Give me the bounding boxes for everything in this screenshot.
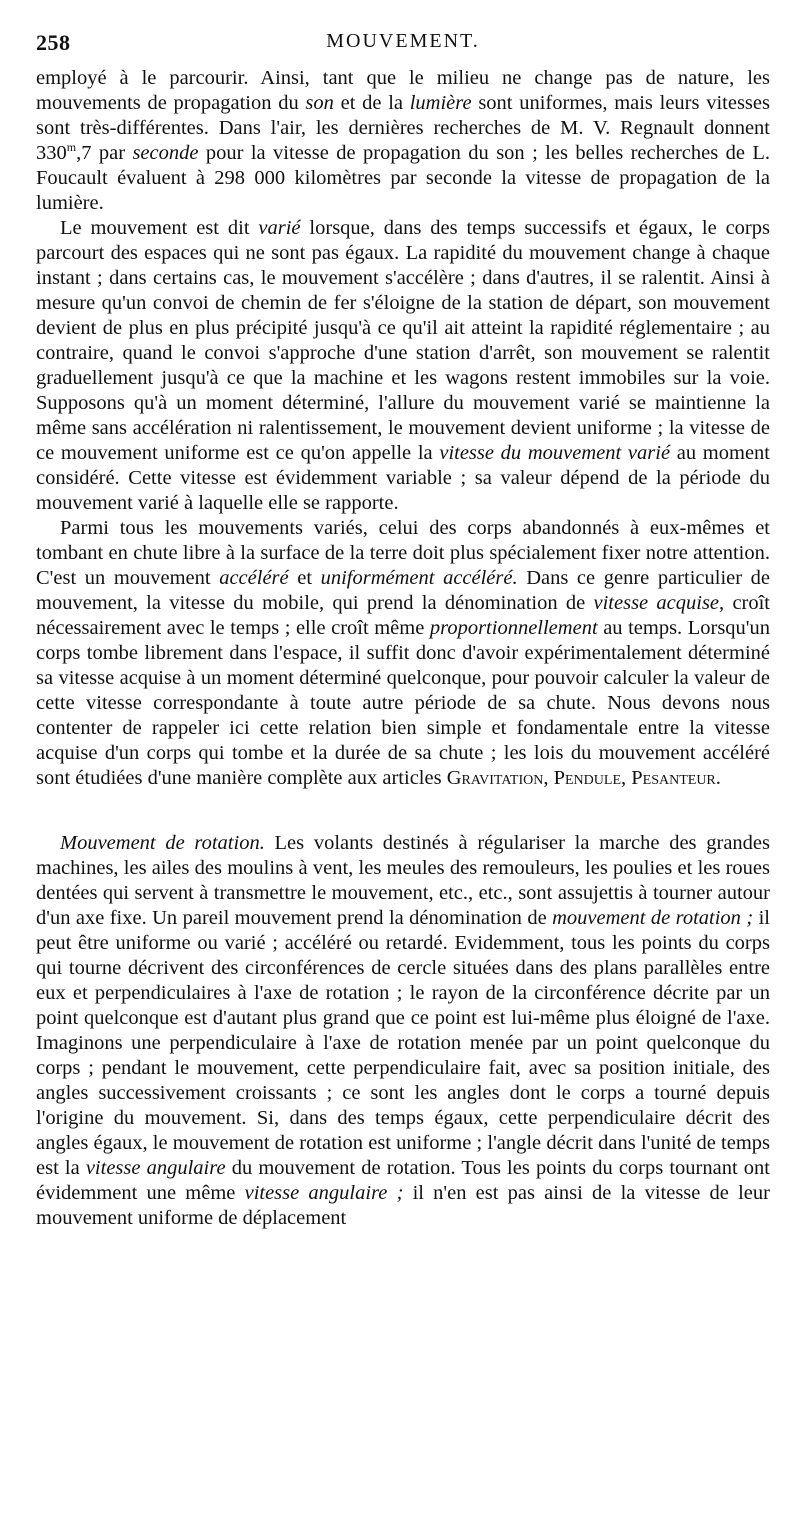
italic-run: vitesse angulaire ; [244, 1182, 404, 1204]
text-run: il n'en est pas ainsi de la vitesse de leur mouvement uniforme de déplacement [36, 1182, 770, 1229]
italic-run: proportionnellement [429, 617, 598, 639]
text-run: . [715, 767, 721, 789]
paragraph-1 [36, 66, 770, 216]
text-run: au moment considéré. Cette vitesse est évidemment variable ; sa valeur dépend de la période du mouvement varié à laquelle elle se rapporte. [36, 442, 770, 514]
text-run: au temps. Lorsqu'un corps tombe librement dans l'espace, il suffit donc d'avoir expérimentalement déterminé sa vitesse acquise à un moment déterminé quelconque, pour pouvoir calculer la valeur de cette vitesse correspondante à toute autre période de sa chute. Nous devons nous contenter de rappeler ici cette relation bien simple et fondamentale entre la vitesse acquise d'un corps qui tombe et la durée de sa chute ; les lois du mouvement accéléré sont étudiées d'une manière complète aux articles [36, 617, 770, 789]
text-run: , [543, 767, 554, 789]
text-run: , [621, 767, 632, 789]
italic-run: uniformément accéléré. [320, 567, 518, 589]
italic-run: accéléré [219, 567, 289, 589]
text-run: employé à le parcourir. Ainsi, tant que le milieu ne change pas de nature, les mouvements de propagation du [36, 67, 770, 114]
text-run: Parmi tous les mouvements variés, celui des corps abandonnés à eux-mêmes et tombant en chute libre à la surface de la terre doit plus spécialement fixer notre attention. C'est un mouvement [36, 517, 770, 589]
text-run: Les volants destinés à régulariser la marche des grandes machines, les ailes des moulins à vent, les meules des remouleurs, les poulies et les roues dentées qui servent à transmettre le mouvement, etc., etc., sont assujettis à tourner autour d'un axe fixe. Un pareil mouvement prend la dénomination de [36, 832, 770, 929]
paragraph-3 [36, 516, 770, 791]
italic-run: vitesse du mouvement varié [439, 442, 671, 464]
text-run: Dans ce genre particulier de mouvement, la vitesse du mobile, qui prend la dénomination de [36, 567, 771, 614]
text-run: sont uniformes, mais leurs vitesses sont très-différentes. Dans l'air, les dernières recherches de M. V. Regnault donnent 330 [36, 92, 770, 164]
text-run: pour la vitesse de propagation du son ; les belles recherches de L. Foucault évaluent à 298 000 kilomètres par seconde la vitesse de propagation de la lumière. [36, 142, 770, 214]
italic-run: vitesse angulaire [85, 1157, 226, 1179]
italic-run: vitesse acquise [593, 592, 720, 614]
text-run: du mouvement de rotation. Tous les points du corps tournant ont évidemment une même [36, 1157, 770, 1204]
paragraph-4 [36, 831, 770, 1231]
cross-reference: Pesanteur [631, 767, 716, 789]
cross-reference: Pendule [553, 767, 621, 789]
italic-run: son [305, 92, 334, 114]
page-body [36, 66, 770, 1231]
italic-run: varié [258, 217, 301, 239]
section-heading: Mouvement de rotation. [60, 832, 265, 854]
italic-run: lumière [409, 92, 472, 114]
page-header [36, 30, 770, 58]
cross-reference: Gravitation [446, 767, 544, 789]
running-title: MOUVEMENT. [326, 30, 480, 52]
text-run: , croît nécessairement avec le temps ; elle croît même [36, 592, 771, 639]
text-run: Le mouvement est dit [60, 217, 259, 239]
text-run: il peut être uniforme ou varié ; accéléré ou retardé. Evidemment, tous les points du corps qui tourne décrivent des circonférences de cercle situées dans des plans parallèles entre eux et perpendiculaires à l'axe de rotation ; le rayon de la circonférence décrite par un point quelconque est d'autant plus grand que ce point est lui-même plus éloigné de l'axe. Imaginons une perpendiculaire à l'axe de rotation menée par un point quelconque du corps ; pendant le mouvement, cette perpendiculaire fait, avec sa position initiale, des angles successivement croissants ; ce sont les angles dont le corps a tourné depuis l'origine du mouvement. Si, dans des temps égaux, cette perpendiculaire décrit des angles égaux, le mouvement de rotation est uniforme ; l'angle décrit dans l'unité de temps est la [36, 907, 770, 1179]
superscript: m [66, 140, 77, 155]
text-run: et de la [333, 92, 410, 114]
paragraph-2 [36, 216, 770, 516]
italic-run: mouvement de rotation ; [552, 907, 754, 929]
text-run: et [288, 567, 321, 589]
italic-run: seconde [132, 142, 199, 164]
text-run: ,7 par [76, 142, 133, 164]
text-run: lorsque, dans des temps successifs et égaux, le corps parcourt des espaces qui ne sont pas égaux. La rapidité du mouvement change à chaque instant ; dans certains cas, le mouvement s'accélère ; dans d'autres, il se ralentit. Ainsi à mesure qu'un convoi de chemin de fer s'éloigne de la station de départ, son mouvement devient de plus en plus précipité jusqu'à ce qu'il ait atteint la rapidité réglementaire ; au contraire, quand le convoi s'approche d'une station d'arrêt, son mouvement se ralentit graduellement jusqu'à ce que la machine et les wagons restent immobiles sur la voie. Supposons qu'à un moment déterminé, l'allure du mouvement varié se maintienne la même sans accélération ni ralentissement, le mouvement devient uniforme ; la vitesse de ce mouvement uniforme est ce qu'on appelle la [36, 217, 770, 464]
page-number: 258 [36, 30, 71, 55]
